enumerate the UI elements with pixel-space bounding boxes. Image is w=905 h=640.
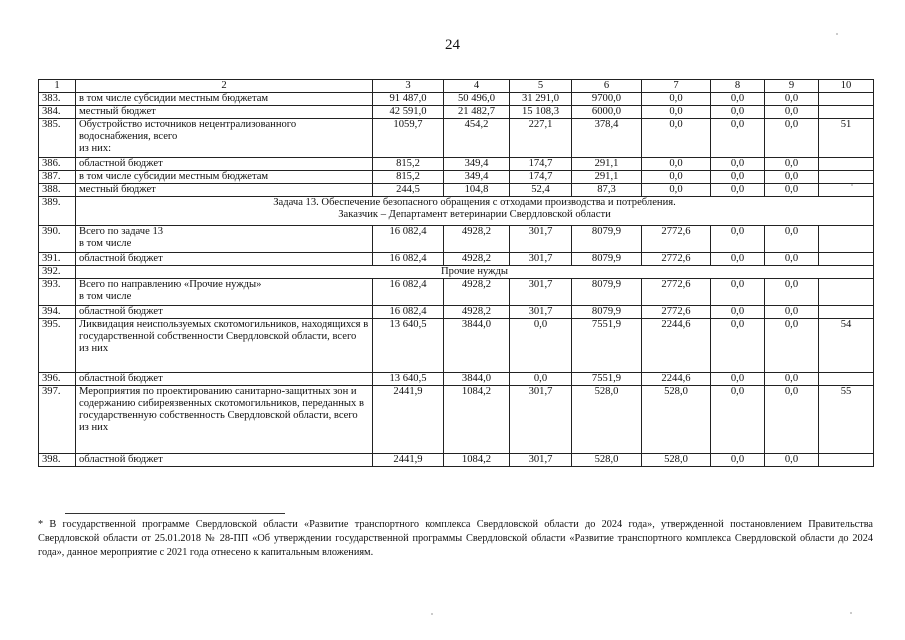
row-number: 386. <box>39 158 76 171</box>
row-name: областной бюджет <box>76 454 373 467</box>
value-cell: 2244,6 <box>642 373 711 386</box>
value-cell: 0,0 <box>711 319 765 373</box>
value-cell: 301,7 <box>510 454 572 467</box>
row-number: 388. <box>39 184 76 197</box>
footnote: * В государственной программе Свердловской области «Развитие транспортного комплекса Свердловской области до 2024 года», утвержденной постановлением Правительства Свердловской области от 25.01.2018 № 28-ПП «Об утверждении государственной программы Свердловской области «Развитие транспортного комплекса Свердловской области до 2024 года», данное мероприятие с 2021 года отнесено к капитальным вложениям. <box>38 519 873 558</box>
value-cell: 1059,7 <box>373 119 444 158</box>
table-header-row <box>39 80 874 93</box>
column-header: 8 <box>711 80 765 93</box>
row-name: Всего по направлению «Прочие нужды» в том числе <box>76 279 373 306</box>
value-cell: 0,0 <box>642 171 711 184</box>
row-number: 395. <box>39 319 76 373</box>
value-cell: 349,4 <box>444 158 510 171</box>
value-cell: 4928,2 <box>444 226 510 253</box>
table-row <box>39 386 874 454</box>
row-name: Обустройство источников нецентрализованного водоснабжения, всего из них: <box>76 119 373 158</box>
reference-cell: 55 <box>819 386 874 454</box>
value-cell: 0,0 <box>510 373 572 386</box>
row-number: 391. <box>39 253 76 266</box>
table-row <box>39 119 874 158</box>
value-cell: 528,0 <box>572 454 642 467</box>
column-header: 10 <box>819 80 874 93</box>
value-cell: 2441,9 <box>373 386 444 454</box>
row-name: Мероприятия по проектированию санитарно-защитных зон и содержанию сибиреязвенных скотомогильников, переданных в государственную собственность Свердловской области, всего из них <box>76 386 373 454</box>
value-cell: 528,0 <box>572 386 642 454</box>
value-cell: 0,0 <box>765 184 819 197</box>
value-cell: 9700,0 <box>572 93 642 106</box>
column-header: 4 <box>444 80 510 93</box>
budget-table <box>38 79 874 467</box>
scan-speck <box>851 184 853 186</box>
row-number: 394. <box>39 306 76 319</box>
value-cell: 7551,9 <box>572 319 642 373</box>
value-cell: 378,4 <box>572 119 642 158</box>
row-name: в том числе субсидии местным бюджетам <box>76 171 373 184</box>
value-cell: 0,0 <box>711 119 765 158</box>
table-row <box>39 454 874 467</box>
reference-cell <box>819 373 874 386</box>
value-cell: 0,0 <box>765 373 819 386</box>
value-cell: 815,2 <box>373 158 444 171</box>
value-cell: 0,0 <box>711 106 765 119</box>
value-cell: 0,0 <box>765 119 819 158</box>
value-cell: 0,0 <box>711 306 765 319</box>
row-number: 397. <box>39 386 76 454</box>
column-header: 6 <box>572 80 642 93</box>
reference-cell <box>819 106 874 119</box>
value-cell: 0,0 <box>642 184 711 197</box>
column-header: 1 <box>39 80 76 93</box>
value-cell: 349,4 <box>444 171 510 184</box>
value-cell: 301,7 <box>510 386 572 454</box>
column-header: 3 <box>373 80 444 93</box>
row-name: Ликвидация неиспользуемых скотомогильников, находящихся в государственной собственности Свердловской области, всего из них <box>76 319 373 373</box>
value-cell: 50 496,0 <box>444 93 510 106</box>
row-number: 392. <box>39 266 76 279</box>
row-name: местный бюджет <box>76 106 373 119</box>
scan-speck <box>836 33 838 35</box>
value-cell: 4928,2 <box>444 279 510 306</box>
value-cell: 87,3 <box>572 184 642 197</box>
table-row <box>39 373 874 386</box>
value-cell: 0,0 <box>711 226 765 253</box>
value-cell: 4928,2 <box>444 306 510 319</box>
value-cell: 0,0 <box>711 279 765 306</box>
value-cell: 0,0 <box>642 119 711 158</box>
value-cell: 0,0 <box>642 93 711 106</box>
reference-cell <box>819 306 874 319</box>
value-cell: 2441,9 <box>373 454 444 467</box>
value-cell: 528,0 <box>642 454 711 467</box>
reference-cell <box>819 171 874 184</box>
section-title: Прочие нужды <box>76 266 874 279</box>
value-cell: 0,0 <box>765 106 819 119</box>
row-number: 387. <box>39 171 76 184</box>
value-cell: 91 487,0 <box>373 93 444 106</box>
table-row <box>39 171 874 184</box>
column-header: 7 <box>642 80 711 93</box>
footnote-separator <box>65 513 285 514</box>
value-cell: 8079,9 <box>572 226 642 253</box>
value-cell: 42 591,0 <box>373 106 444 119</box>
section-row <box>39 266 874 279</box>
value-cell: 0,0 <box>765 454 819 467</box>
value-cell: 301,7 <box>510 306 572 319</box>
value-cell: 0,0 <box>711 171 765 184</box>
value-cell: 21 482,7 <box>444 106 510 119</box>
value-cell: 0,0 <box>765 279 819 306</box>
table-row <box>39 158 874 171</box>
value-cell: 3844,0 <box>444 319 510 373</box>
value-cell: 8079,9 <box>572 279 642 306</box>
value-cell: 301,7 <box>510 226 572 253</box>
value-cell: 0,0 <box>765 93 819 106</box>
value-cell: 0,0 <box>642 158 711 171</box>
value-cell: 454,2 <box>444 119 510 158</box>
value-cell: 2772,6 <box>642 306 711 319</box>
reference-cell: 54 <box>819 319 874 373</box>
value-cell: 2772,6 <box>642 253 711 266</box>
value-cell: 0,0 <box>711 386 765 454</box>
value-cell: 174,7 <box>510 158 572 171</box>
value-cell: 13 640,5 <box>373 373 444 386</box>
table-row <box>39 106 874 119</box>
reference-cell <box>819 158 874 171</box>
table-row <box>39 226 874 253</box>
value-cell: 0,0 <box>765 158 819 171</box>
reference-cell <box>819 454 874 467</box>
row-name: областной бюджет <box>76 253 373 266</box>
value-cell: 0,0 <box>765 253 819 266</box>
scan-speck <box>850 612 852 614</box>
row-name: местный бюджет <box>76 184 373 197</box>
value-cell: 291,1 <box>572 158 642 171</box>
table-row <box>39 93 874 106</box>
value-cell: 8079,9 <box>572 253 642 266</box>
table-row <box>39 319 874 373</box>
table-row <box>39 184 874 197</box>
value-cell: 301,7 <box>510 253 572 266</box>
value-cell: 291,1 <box>572 171 642 184</box>
section-title: Задача 13. Обеспечение безопасного обращения с отходами производства и потребления. Заказчик – Департамент ветеринарии Свердловской области <box>76 197 874 226</box>
value-cell: 16 082,4 <box>373 306 444 319</box>
section-row <box>39 197 874 226</box>
value-cell: 0,0 <box>711 253 765 266</box>
value-cell: 815,2 <box>373 171 444 184</box>
reference-cell <box>819 279 874 306</box>
value-cell: 0,0 <box>711 454 765 467</box>
value-cell: 0,0 <box>765 226 819 253</box>
value-cell: 13 640,5 <box>373 319 444 373</box>
value-cell: 227,1 <box>510 119 572 158</box>
column-header: 2 <box>76 80 373 93</box>
table-row <box>39 306 874 319</box>
row-number: 393. <box>39 279 76 306</box>
value-cell: 6000,0 <box>572 106 642 119</box>
value-cell: 301,7 <box>510 279 572 306</box>
value-cell: 16 082,4 <box>373 253 444 266</box>
value-cell: 0,0 <box>711 93 765 106</box>
row-number: 389. <box>39 197 76 226</box>
value-cell: 0,0 <box>711 373 765 386</box>
table-row <box>39 253 874 266</box>
value-cell: 0,0 <box>765 171 819 184</box>
value-cell: 0,0 <box>510 319 572 373</box>
table-row <box>39 279 874 306</box>
reference-cell <box>819 93 874 106</box>
value-cell: 528,0 <box>642 386 711 454</box>
row-number: 398. <box>39 454 76 467</box>
value-cell: 52,4 <box>510 184 572 197</box>
value-cell: 0,0 <box>642 106 711 119</box>
value-cell: 1084,2 <box>444 386 510 454</box>
value-cell: 104,8 <box>444 184 510 197</box>
value-cell: 2244,6 <box>642 319 711 373</box>
value-cell: 8079,9 <box>572 306 642 319</box>
value-cell: 3844,0 <box>444 373 510 386</box>
value-cell: 2772,6 <box>642 226 711 253</box>
value-cell: 0,0 <box>765 306 819 319</box>
column-header: 9 <box>765 80 819 93</box>
row-name: областной бюджет <box>76 306 373 319</box>
row-number: 385. <box>39 119 76 158</box>
value-cell: 15 108,3 <box>510 106 572 119</box>
row-name: областной бюджет <box>76 373 373 386</box>
row-number: 396. <box>39 373 76 386</box>
value-cell: 4928,2 <box>444 253 510 266</box>
reference-cell <box>819 226 874 253</box>
row-number: 384. <box>39 106 76 119</box>
row-name: в том числе субсидии местным бюджетам <box>76 93 373 106</box>
value-cell: 0,0 <box>711 158 765 171</box>
value-cell: 244,5 <box>373 184 444 197</box>
value-cell: 1084,2 <box>444 454 510 467</box>
row-number: 383. <box>39 93 76 106</box>
row-name: областной бюджет <box>76 158 373 171</box>
value-cell: 0,0 <box>765 386 819 454</box>
row-name: Всего по задаче 13 в том числе <box>76 226 373 253</box>
value-cell: 2772,6 <box>642 279 711 306</box>
value-cell: 0,0 <box>711 184 765 197</box>
reference-cell <box>819 184 874 197</box>
value-cell: 0,0 <box>765 319 819 373</box>
column-header: 5 <box>510 80 572 93</box>
value-cell: 7551,9 <box>572 373 642 386</box>
reference-cell <box>819 253 874 266</box>
row-number: 390. <box>39 226 76 253</box>
scan-speck <box>431 613 433 615</box>
reference-cell: 51 <box>819 119 874 158</box>
page-number: 24 <box>445 37 460 53</box>
value-cell: 174,7 <box>510 171 572 184</box>
value-cell: 16 082,4 <box>373 226 444 253</box>
value-cell: 31 291,0 <box>510 93 572 106</box>
value-cell: 16 082,4 <box>373 279 444 306</box>
